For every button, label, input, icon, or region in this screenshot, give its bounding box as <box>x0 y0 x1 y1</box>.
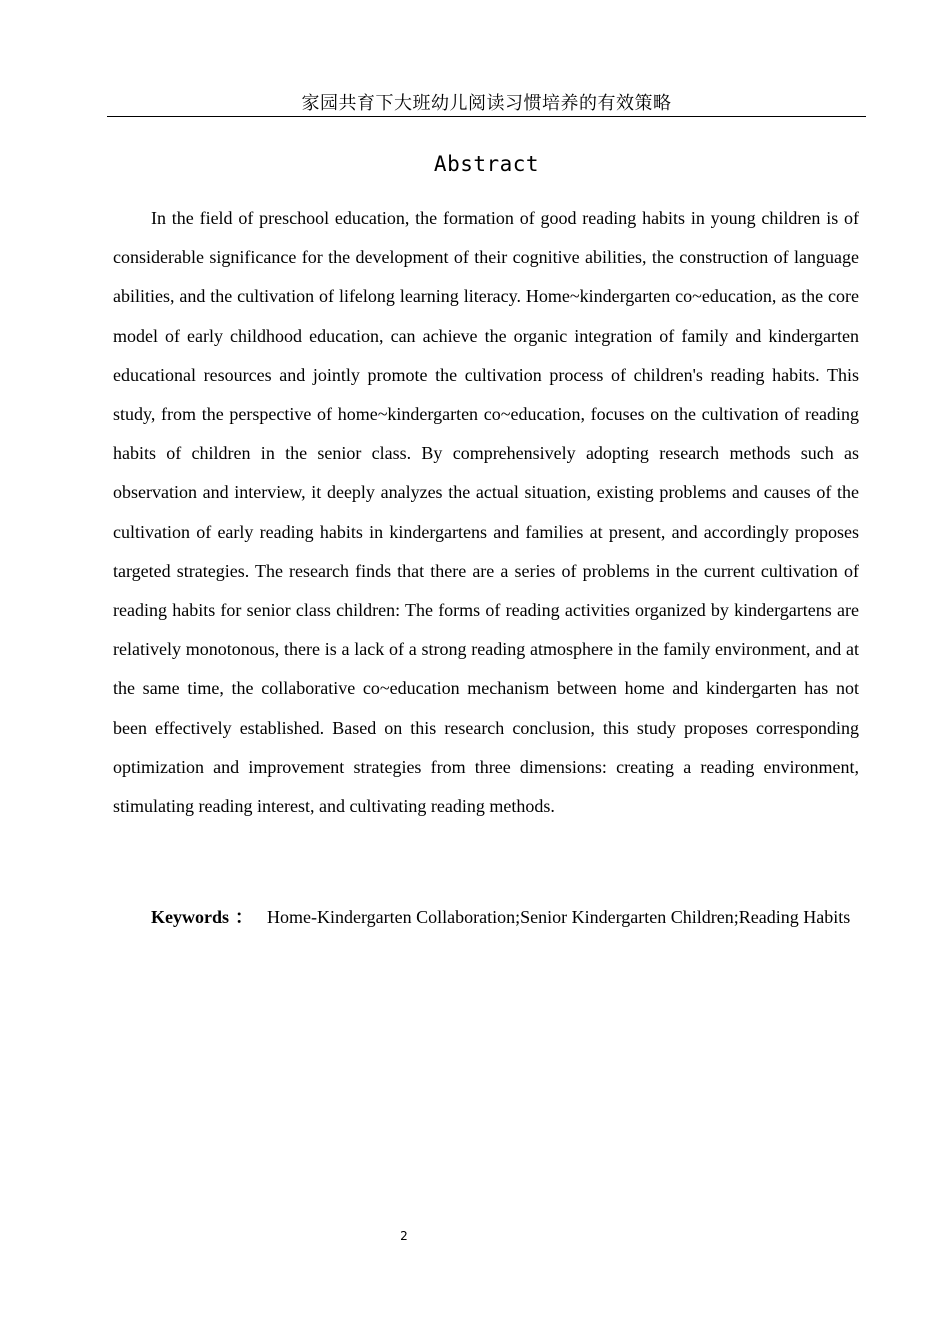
running-header: 家园共育下大班幼儿阅读习惯培养的有效策略 <box>107 92 866 117</box>
keywords-line <box>113 898 859 936</box>
keywords-separator: ： <box>235 907 253 927</box>
abstract-body: In the field of preschool education, the formation of good reading habits in young children is of considerable significance for the development of their cognitive abilities, the construction of language abilities, and the cultivation of lifelong learning literacy. Home~kindergarten co~education, as the core model of early childhood education, can achieve the organic integration of family and kindergarten educational resources and jointly promote the cultivation process of children's reading habits. This study, from the perspective of home~kindergarten co~education, focuses on the cultivation of reading habits of children in the senior class. By comprehensively adopting research methods such as observation and interview, it deeply analyzes the actual situation, existing problems and causes of the cultivation of early reading habits in kindergartens and families at present, and accordingly proposes targeted strategies. The research finds that there are a series of problems in the current cultivation of reading habits for senior class children: The forms of reading activities organized by kindergartens are relatively monotonous, there is a lack of a strong reading atmosphere in the family environment, and at the same time, the collaborative co~education mechanism between home and kindergarten has not been effectively established. Based on this research conclusion, this study proposes corresponding optimization and improvement strategies from three dimensions: creating a reading environment, stimulating reading interest, and cultivating reading methods. <box>113 208 859 817</box>
page-number: 2 <box>400 1229 408 1243</box>
keywords-text: Home-Kindergarten Collaboration;Senior Kindergarten Children;Reading Habits <box>267 907 851 927</box>
abstract-heading: Abstract <box>433 152 540 176</box>
keywords-label: Keywords <box>151 907 229 927</box>
